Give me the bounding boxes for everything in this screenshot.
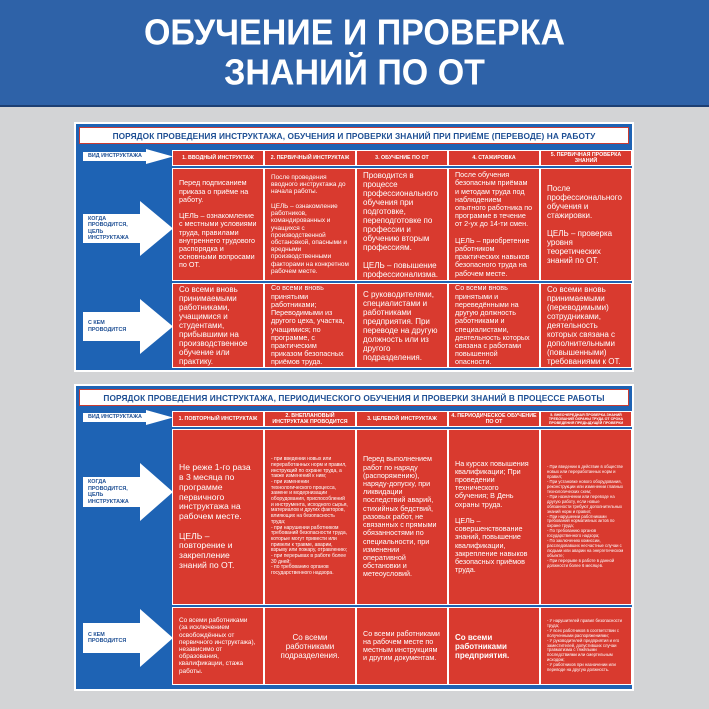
- whom-cell: Со всеми вновь принятыми работниками; Переводимыми из другого цеха, участка, учащимися; по программе, с практическим приказом безопасных приёмов труда.: [264, 283, 356, 368]
- when-cell: - При введении в действие в обществе новых или переработанных норм и правил; - При установке нового оборудования, реконструкции или изменении главных технологических схем; - При назначении или переводе на другую работу, если новые обязанности требуют дополнительных знаний норм и правил; - При нарушении работниками требований нормативных актов по охране труда; - По требованию органов государственного надзора; - По заключению комиссии, расследовавших несчастные случаи с людьми или аварии на энергетическом объекте; - При перерыве в работе в данной должности более 6 месяцев.: [540, 429, 632, 605]
- row-label-whom: С КЕМ ПРОВОДИТСЯ: [82, 608, 174, 668]
- page-header: [0, 0, 709, 107]
- column-header: 5. ПЕРВИЧНАЯ ПРОВЕРКА ЗНАНИЙ: [540, 150, 632, 166]
- column-header: 4. ПЕРИОДИЧЕСКОЕ ОБУЧЕНИЕ ПО ОТ: [448, 411, 540, 427]
- whom-cell: Со всеми вновь принятыми и переведёнными на другую должность работниками и специалистами, деятельность которых связана с работами повышенной опасности.: [448, 283, 540, 368]
- when-cell: После профессионального обучения и стажировки. ЦЕЛЬ – проверка уровня теоретических знаний по ОТ.: [540, 168, 632, 281]
- row-label-whom: С КЕМ ПРОВОДИТСЯ: [82, 298, 174, 355]
- row-label-type: ВИД ИНСТРУКТАЖА: [82, 148, 174, 165]
- column-header: 3. ЦЕЛЕВОЙ ИНСТРУКТАЖ: [356, 411, 448, 427]
- panel-hiring-title: ПОРЯДОК ПРОВЕДЕНИЯ ИНСТРУКТАЖА, ОБУЧЕНИЯ И ПРОВЕРКИ ЗНАНИЙ ПРИ ПРИЁМЕ (ПЕРЕВОДЕ) НА РАБОТУ: [79, 127, 629, 144]
- column-header: 1. ПОВТОРНЫЙ ИНСТРУКТАЖ: [172, 411, 264, 427]
- panel-periodic: [74, 384, 634, 691]
- when-cell: - при введении новых или переработанных норм и правил, инструкций по охране труда, а также изменений к ним; - при изменении технологического процесса, замене и модернизации оборудования, приспособлений и инструмента, исходного сырья, материалов и других факторов, влияющих на безопасность труда; - при нарушении работником требований безопасности труда, которые могут привести или привели к травме, аварии, взрыву или пожару, отравлению; - при перерывах в работе более 30 дней; - по требованию органов государственного надзора.: [264, 429, 356, 605]
- page-title-line-2: ЗНАНИЙ ПО ОТ: [224, 52, 485, 93]
- column-header: 2. ВНЕПЛАНОВЫЙ ИНСТРУКТАЖ ПРОВОДИТСЯ: [264, 411, 356, 427]
- column-header: 1. ВВОДНЫЙ ИНСТРУКТАЖ: [172, 150, 264, 166]
- column-header: 5. ВНЕОЧЕРЕДНАЯ ПРОВЕРКА ЗНАНИЙ ТРЕБОВАНИЙ ОХРАНЫ ТРУДА ОТ СРОКА ПРОВЕДЕНИЯ ПРЕДЫДУЩЕЙ ПРОВЕРКИ: [540, 411, 632, 427]
- page-title-line-1: ОБУЧЕНИЕ И ПРОВЕРКА: [143, 12, 566, 53]
- when-cell: После проведения вводного инструктажа до начала работы. ЦЕЛЬ – ознакомление работников, командированных и учащихся с производственной обстановкой, опасными и вредными производственными факторами на конкретном рабочем месте.: [264, 168, 356, 281]
- column-header: 2. ПЕРВИЧНЫЙ ИНСТРУКТАЖ: [264, 150, 356, 166]
- whom-cell: Со всеми работниками подразделения.: [264, 607, 356, 685]
- when-cell: Проводится в процессе профессионального обучения при подготовке, переподготовке по профессии и обучению вторым профессиям. ЦЕЛЬ – повышение профессионализма.: [356, 168, 448, 281]
- row-label-type: ВИД ИНСТРУКТАЖА: [82, 409, 174, 426]
- whom-cell: Со всеми работниками предприятия.: [448, 607, 540, 685]
- whom-cell: Со всеми вновь принимаемыми работниками, учащимися и студентами, прибывшими на производственное обучение или практику.: [172, 283, 264, 368]
- whom-cell: С руководителями, специалистами и работниками предприятия. При переводе на другую должность или из другого подразделения.: [356, 283, 448, 368]
- when-cell: После обучения безопасным приёмам и методам труда под наблюдением опытного работника по программе в течение от 2-ух до 14-ти смен. ЦЕЛЬ – приобретение работником практических навыков безопасного труда на рабочем месте.: [448, 168, 540, 281]
- row-label-when: КОГДА ПРОВОДИТСЯ, ЦЕЛЬ ИНСТРУКТАЖА: [82, 462, 174, 522]
- column-header: 4. СТАЖИРОВКА: [448, 150, 540, 166]
- whom-cell: Со всеми вновь принимаемыми (переводимыми) сотрудниками, деятельность которых связана с дополнительными (повышенными) требованиями к ОТ.: [540, 283, 632, 368]
- when-cell: На курсах повышения квалификации; При проведении технического обучения; В День охраны труда. ЦЕЛЬ – совершенствование знаний, повышение квалификации, закрепление навыков безопасных приёмов труда.: [448, 429, 540, 605]
- panel-hiring: [74, 122, 634, 372]
- panel-periodic-title: ПОРЯДОК ПРОВЕДЕНИЯ ИНСТРУКТАЖА, ПЕРИОДИЧЕСКОГО ОБУЧЕНИЯ И ПРОВЕРКИ ЗНАНИЙ В ПРОЦЕССЕ РАБОТЫ: [79, 389, 629, 406]
- whom-cell: Со всеми работниками на рабочем месте по местным инструкциям и другим документам.: [356, 607, 448, 685]
- whom-cell: Со всеми работниками (за исключением освобождённых от первичного инструктажа), независимо от образования, квалификации, стажа работы.: [172, 607, 264, 685]
- when-cell: Не реже 1-го раза в 3 месяца по программе первичного инструктажа на рабочем месте. ЦЕЛЬ – повторение и закрепление знаний по ОТ.: [172, 429, 264, 605]
- when-cell: Перед выполнением работ по наряду (распоряжению), наряду-допуску, при ликвидации последствий аварий, стихийных бедствий, разовых работ, не связанных с прямыми обязанностями по специальности, при изменении оперативной обстановки и метеоусловий.: [356, 429, 448, 605]
- whom-cell: - У нарушителей правил безопасности труда; - У всех работников в соответствии с полученными распоряжениями; - У руководителей предприятия и его заместителей, допустивших случаи травматизма с тяжёлыми последствиями или смертельным исходом; - У работников при назначении или переводе на другую должность.: [540, 607, 632, 685]
- column-header: 3. ОБУЧЕНИЕ ПО ОТ: [356, 150, 448, 166]
- when-cell: Перед подписанием приказа о приёме на работу. ЦЕЛЬ – ознакомление с местными условиями труда, правилами внутреннего трудового распорядка и основными вопросами по ОТ.: [172, 168, 264, 281]
- row-label-when: КОГДА ПРОВОДИТСЯ, ЦЕЛЬ ИНСТРУКТАЖА: [82, 200, 174, 257]
